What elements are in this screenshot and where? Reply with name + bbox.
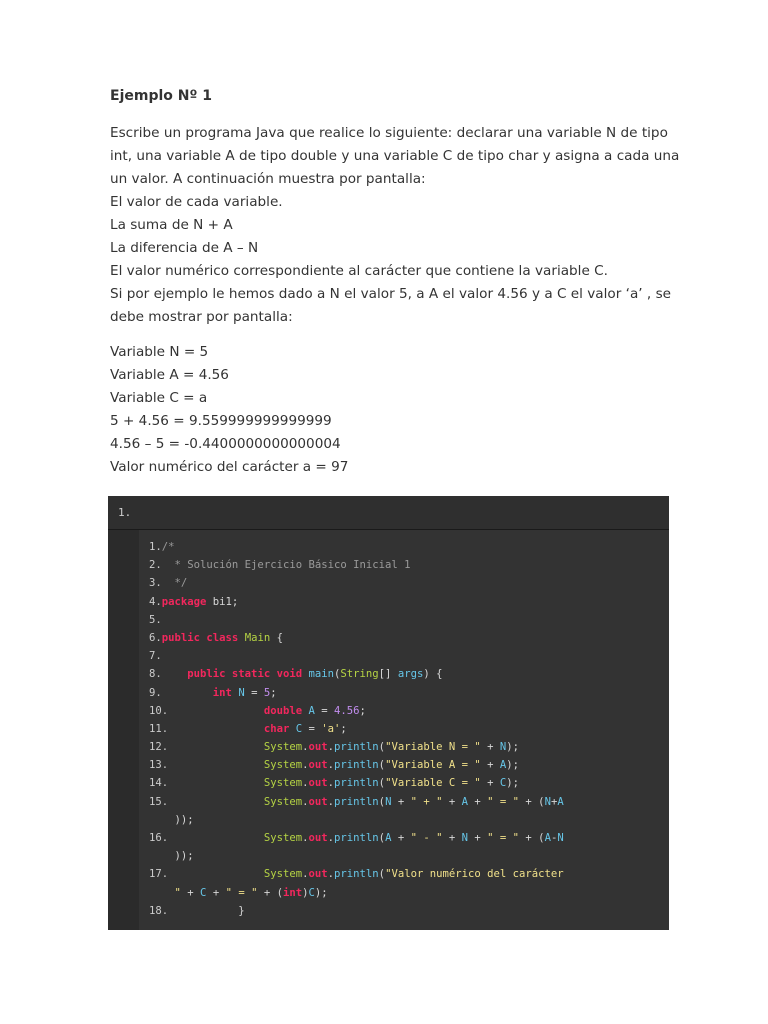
code-token: ); — [506, 759, 520, 772]
code-token: " — [174, 886, 181, 899]
code-line-number: 10. — [149, 704, 169, 717]
code-token: . — [327, 741, 335, 754]
code-line — [149, 665, 669, 683]
code-token: System — [263, 759, 303, 772]
code-token: A — [385, 832, 392, 844]
code-token: " = " — [487, 832, 520, 844]
code-line-number: 1. — [149, 541, 162, 553]
code-token: + — [550, 795, 558, 808]
code-token: C — [200, 886, 207, 899]
code-token: ); — [314, 886, 328, 899]
code-token: 'a' — [321, 722, 341, 735]
code-token: + — [480, 759, 500, 772]
code-line — [149, 574, 669, 592]
code-token: . — [327, 868, 335, 881]
description-line: Escribe un programa Java que realice lo siguiente: declarar una variable N de tipo — [110, 125, 668, 141]
code-token: out — [308, 832, 328, 844]
code-token: + — [480, 777, 500, 790]
code-token: [] — [378, 668, 398, 681]
code-token: int — [282, 886, 303, 899]
code-token: println — [334, 777, 379, 790]
code-token: A — [308, 704, 315, 717]
code-token — [168, 868, 264, 880]
code-token: N — [544, 795, 551, 808]
code-token: println — [334, 759, 379, 772]
code-token: N — [385, 795, 392, 808]
code-token: ); — [506, 741, 520, 754]
code-line-number: 12. — [149, 741, 169, 754]
code-token: * Solución Ejercicio Básico Inicial 1 — [161, 559, 411, 572]
code-token — [168, 705, 264, 717]
code-token: . — [302, 832, 309, 844]
code-token: */ — [161, 577, 188, 590]
section-title: Ejemplo Nº 1 — [110, 88, 212, 104]
code-token: println — [334, 795, 379, 808]
code-token: out — [308, 759, 328, 772]
output-line: Variable A = 4.56 — [110, 367, 229, 383]
code-token — [162, 687, 213, 699]
code-token: C — [499, 777, 507, 790]
code-token: ( — [378, 741, 386, 754]
description-line: un valor. A continuación muestra por pantalla: — [110, 171, 426, 187]
code-token: = — [302, 722, 322, 735]
code-token: out — [308, 741, 328, 754]
code-line — [149, 629, 669, 647]
description-line: Si por ejemplo le hemos dado a N el valor 5, a A el valor 4.56 y a C el valor ‘a’ , se — [110, 286, 672, 302]
code-block — [108, 496, 669, 930]
code-line — [149, 884, 669, 902]
code-token: System — [263, 795, 303, 808]
code-token: out — [308, 777, 328, 790]
code-token: ( — [378, 777, 386, 790]
code-token: 5 — [263, 686, 271, 699]
code-token: . — [302, 759, 309, 772]
code-line-number: 14. — [149, 777, 169, 790]
code-block-body[interactable] — [139, 530, 669, 930]
code-token: - — [550, 832, 558, 844]
code-line — [149, 811, 669, 829]
code-token: N — [557, 832, 564, 844]
code-token: . — [302, 795, 309, 808]
code-token: "Valor numérico del carácter — [385, 868, 564, 881]
code-token: + — [391, 795, 411, 808]
output-line: 5 + 4.56 = 9.559999999999999 — [110, 413, 332, 429]
code-token: ) — [302, 886, 309, 899]
code-token: = — [314, 704, 335, 717]
code-token: public class — [161, 631, 239, 644]
code-line-number: 2. — [149, 559, 162, 572]
code-token: + ( — [519, 832, 545, 844]
code-token — [168, 723, 264, 735]
code-lines — [149, 538, 669, 920]
code-line — [149, 738, 669, 756]
code-line-number: 8. — [149, 668, 162, 681]
code-token: System — [263, 832, 303, 844]
code-token: bi1; — [206, 595, 239, 608]
expected-output — [110, 341, 670, 479]
description-line: El valor de cada variable. — [110, 194, 283, 210]
description-line: La diferencia de A – N — [110, 240, 259, 256]
output-line: 4.56 – 5 = -0.4400000000000004 — [110, 436, 341, 452]
code-token: double — [263, 704, 303, 717]
code-line-number: 7. — [149, 650, 162, 663]
code-token: . — [302, 777, 309, 790]
code-token: A — [544, 832, 551, 844]
code-line — [149, 611, 669, 629]
code-token: . — [327, 832, 335, 844]
code-line — [149, 538, 669, 556]
code-token: + — [442, 795, 462, 808]
code-token: String — [340, 668, 379, 681]
code-line — [149, 902, 669, 920]
code-line-number: 17. — [149, 868, 169, 881]
code-token: A — [557, 795, 564, 808]
output-line: Variable C = a — [110, 390, 208, 406]
code-header-line-number: 1. — [118, 506, 132, 519]
code-token: } — [168, 904, 245, 917]
code-token: + — [180, 886, 201, 899]
code-token: + — [468, 795, 488, 808]
code-token: 4.56 — [334, 704, 360, 717]
code-token: ( — [378, 832, 386, 844]
code-token: "Variable C = " — [385, 777, 481, 790]
description-line: El valor numérico correspondiente al carácter que contiene la variable C. — [110, 263, 608, 279]
code-token: ; — [340, 722, 347, 735]
code-line — [149, 702, 669, 720]
code-line-number: 4. — [149, 595, 162, 608]
code-token: { — [270, 631, 283, 644]
code-line — [149, 720, 669, 738]
code-token: package — [161, 595, 207, 608]
code-token: N — [499, 741, 507, 754]
code-token: ; — [359, 704, 366, 717]
code-token: ) { — [423, 668, 443, 681]
code-token: ; — [270, 686, 277, 699]
code-token: ( — [378, 868, 386, 881]
code-line — [149, 865, 669, 883]
code-token: out — [308, 795, 328, 808]
code-token: N — [238, 686, 245, 699]
code-token: ); — [506, 777, 520, 790]
code-line-number: 6. — [149, 631, 162, 644]
code-token — [168, 759, 264, 771]
code-token: "Variable A = " — [385, 759, 481, 772]
output-line: Variable N = 5 — [110, 344, 209, 360]
code-token — [162, 668, 188, 680]
code-token: " = " — [487, 795, 520, 808]
code-line — [149, 793, 669, 811]
description-line: int, una variable A de tipo double y una variable C de tipo char y asigna a cada una — [110, 148, 680, 164]
code-token — [168, 796, 264, 808]
description-line: La suma de N + A — [110, 217, 233, 233]
description-line: debe mostrar por pantalla: — [110, 309, 293, 325]
code-token: . — [302, 868, 309, 881]
code-token: /* — [161, 541, 175, 553]
code-line-number: 11. — [149, 722, 169, 735]
code-token: . — [302, 741, 309, 754]
code-token: System — [263, 741, 303, 754]
code-token: println — [334, 868, 379, 881]
code-line — [149, 847, 669, 865]
code-token: = — [244, 686, 264, 699]
code-token: . — [327, 777, 335, 790]
output-line: Valor numérico del carácter a = 97 — [110, 459, 349, 475]
code-line-number: 3. — [149, 577, 162, 590]
code-token: Main — [244, 631, 271, 644]
code-token: println — [334, 741, 379, 754]
code-token: char — [263, 722, 290, 735]
code-token: A — [499, 759, 507, 772]
code-line — [149, 593, 669, 611]
code-line — [149, 556, 669, 574]
code-token: + — [468, 832, 488, 844]
code-token: + — [442, 832, 462, 844]
code-token: ( — [334, 668, 341, 681]
code-line — [149, 647, 669, 665]
code-token — [168, 777, 264, 789]
code-line-number: 15. — [149, 795, 169, 808]
code-line — [149, 774, 669, 792]
code-token: ( — [378, 759, 386, 772]
code-token: System — [263, 868, 303, 881]
code-token: + ( — [519, 795, 545, 808]
code-line-number: 16. — [149, 832, 169, 844]
code-token: . — [327, 759, 335, 772]
code-line-number: 5. — [149, 613, 162, 626]
code-token: . — [327, 795, 335, 808]
code-token: + — [206, 886, 226, 899]
code-line — [149, 684, 669, 702]
code-token: + ( — [257, 886, 283, 899]
code-token: " + " — [410, 795, 443, 808]
code-token: ( — [378, 795, 386, 808]
code-token: out — [308, 868, 328, 881]
code-token: )); — [149, 813, 194, 826]
code-token: System — [263, 777, 303, 790]
code-token: + — [480, 741, 500, 754]
code-token: " - " — [410, 832, 443, 844]
code-line-number: 13. — [149, 759, 169, 772]
code-token: C — [295, 722, 303, 735]
code-token — [168, 832, 264, 844]
code-line-number: 18. — [149, 904, 169, 917]
code-token: public static void — [187, 668, 303, 681]
code-token: "Variable N = " — [385, 741, 481, 754]
code-line-number: 9. — [149, 686, 162, 699]
code-token — [168, 741, 264, 753]
code-token: main — [308, 668, 334, 681]
code-token — [149, 887, 175, 899]
code-token: N — [461, 832, 469, 844]
code-token: A — [461, 795, 469, 808]
code-token: int — [212, 686, 232, 699]
code-token: println — [334, 832, 379, 844]
code-token: + — [391, 832, 411, 844]
code-block-header — [108, 496, 669, 530]
code-token: args — [397, 668, 424, 681]
code-token: C — [308, 886, 315, 899]
code-line — [149, 829, 669, 847]
code-token: " = " — [225, 886, 258, 899]
exercise-description — [110, 122, 680, 329]
code-token: )); — [149, 850, 194, 863]
code-line — [149, 756, 669, 774]
